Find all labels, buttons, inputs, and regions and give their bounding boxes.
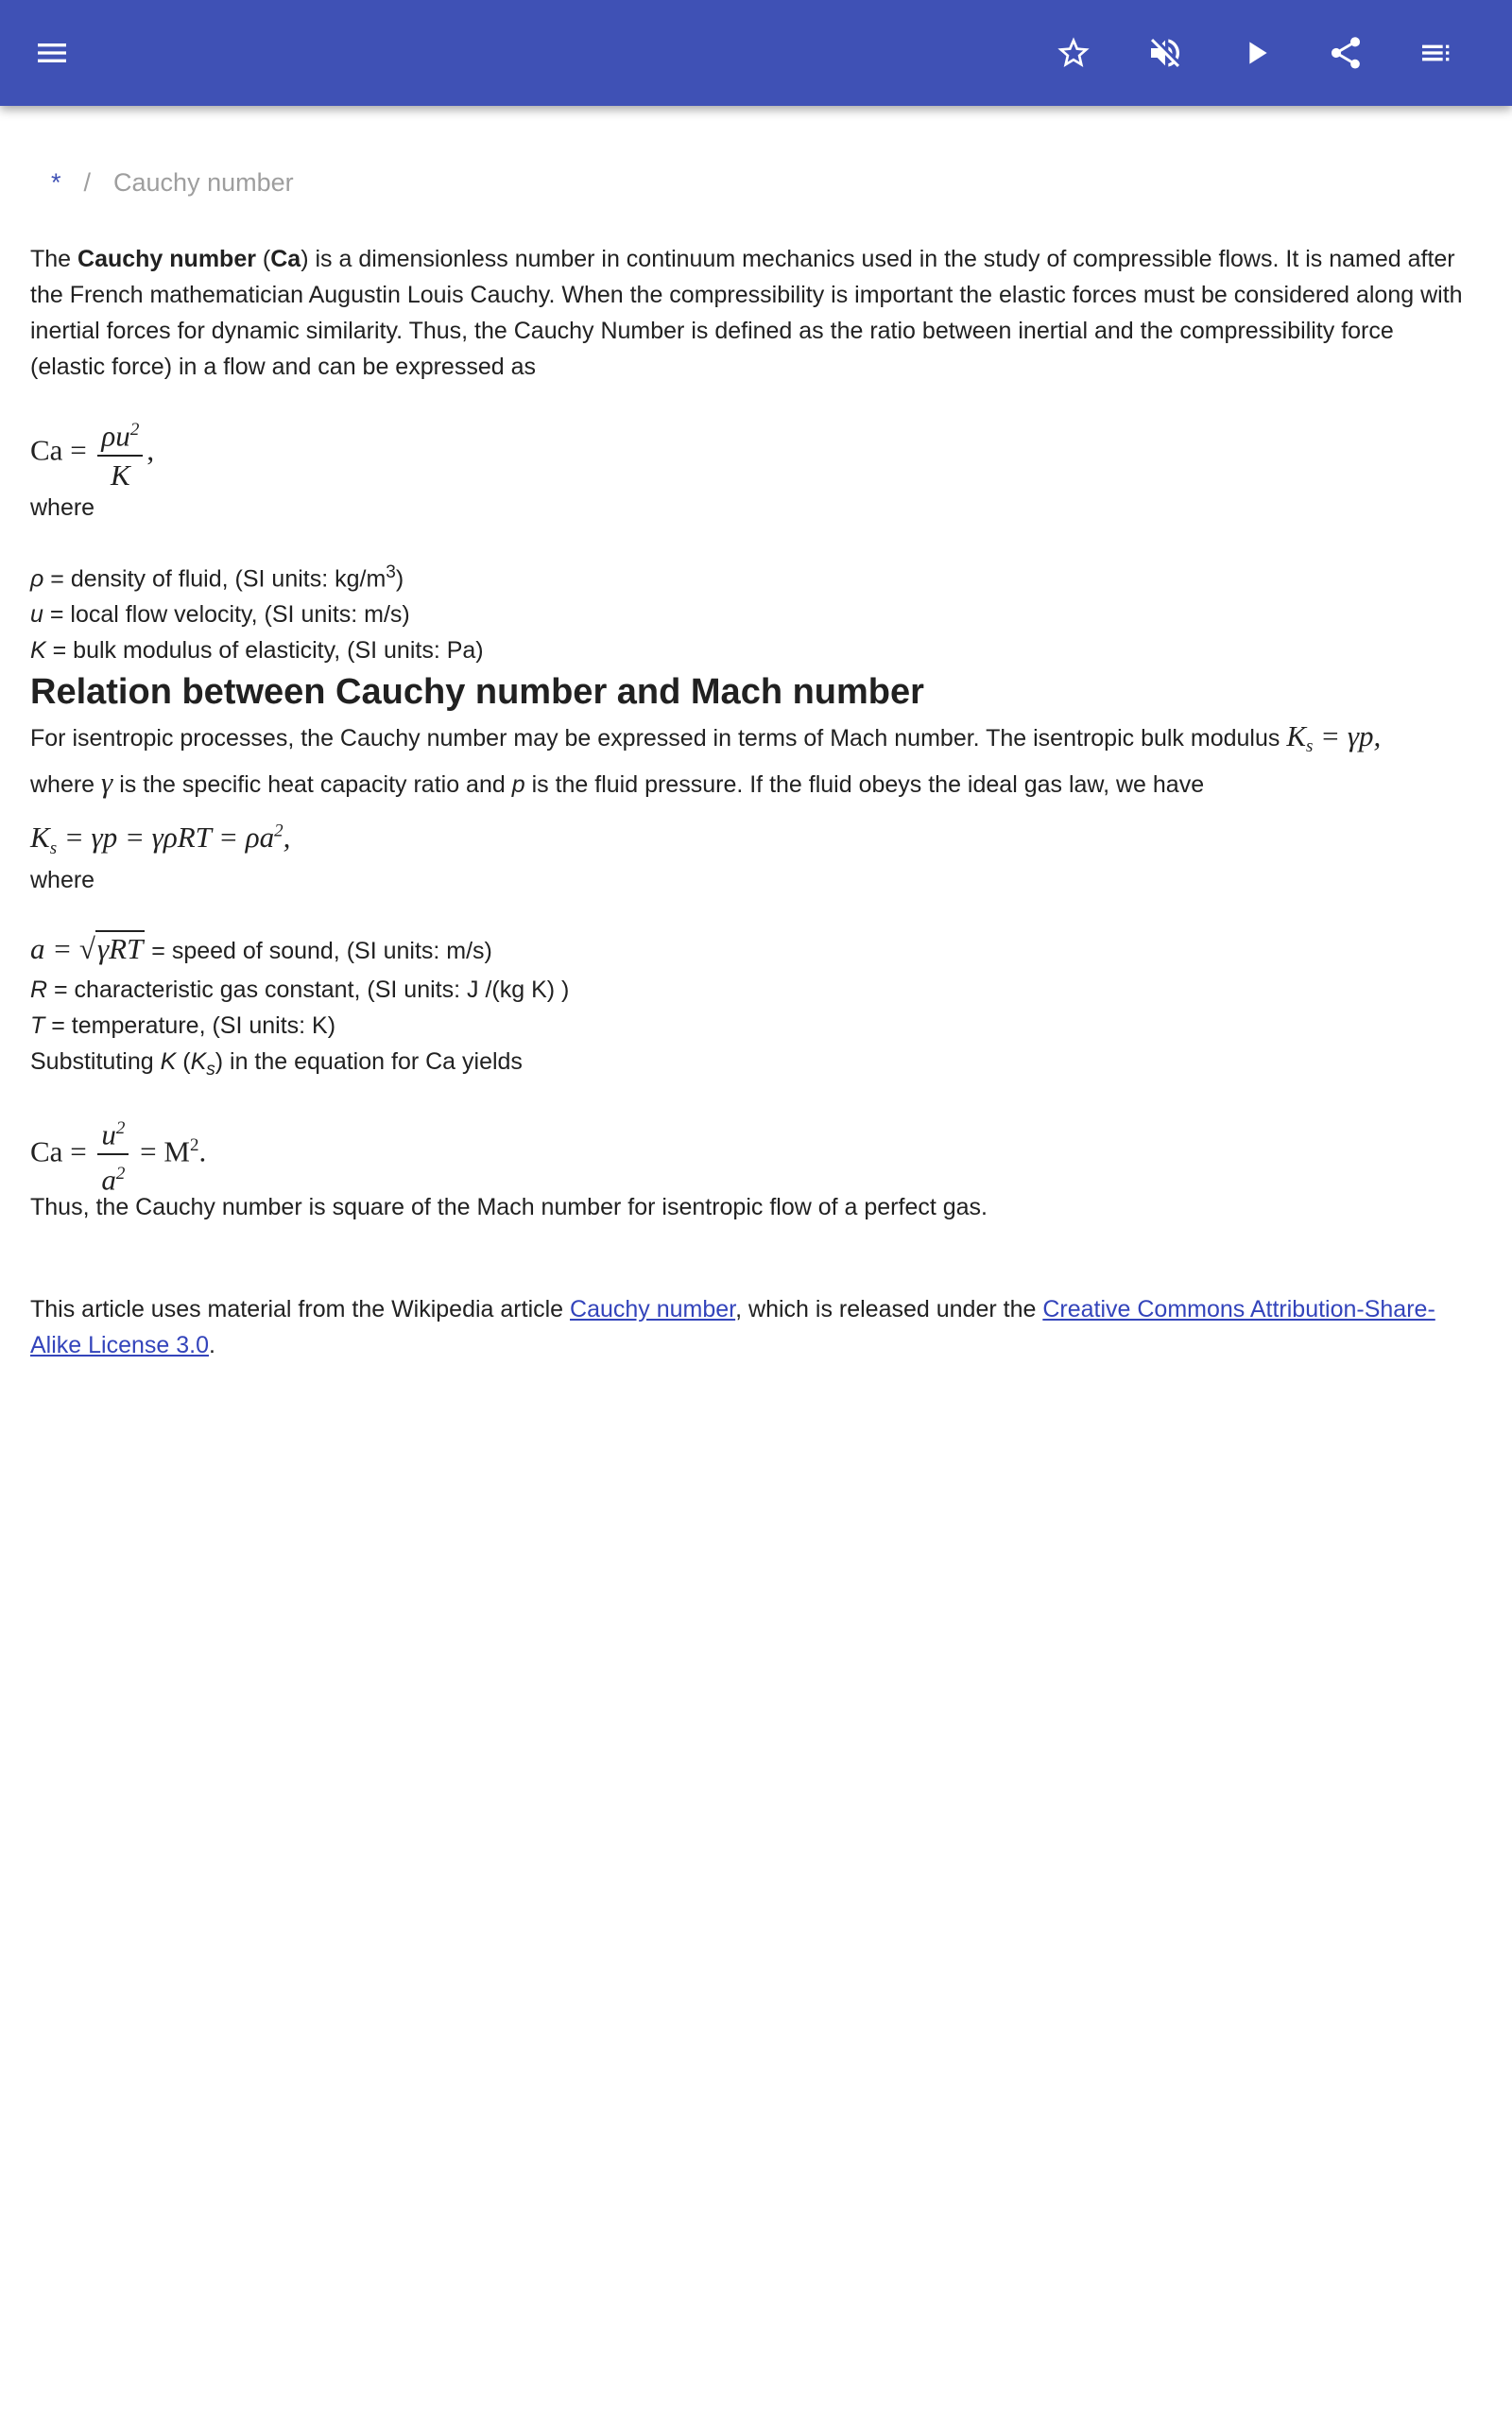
math: γRT [96, 932, 144, 965]
math: = γp = γρRT = ρa [57, 821, 275, 854]
symbol: K [190, 1048, 207, 1075]
text: . [209, 1332, 215, 1358]
math: = [70, 1134, 87, 1168]
text: = temperature, (SI units: K) [44, 1012, 336, 1039]
text: ) is a dimensionless number in continuum mechanics used in the study of compressible flows. It is named after the French mathematician Augustin Louis Cauchy. When the compressibility is important the elastic forces must be considered along with inertial forces for dynamic similarity. Thus, the Cauchy Number is defined as the ratio between inertial and the compressibility force (elastic force) in a flow and can be expressed as [30, 246, 1463, 380]
definition-rho [30, 555, 1474, 596]
math: K [30, 821, 50, 854]
symbol: K [160, 1048, 177, 1075]
symbol: ρ [30, 565, 44, 593]
symbol: R [30, 977, 48, 1003]
math: 2 [274, 821, 284, 841]
abbr-bold: Ca [270, 246, 301, 272]
text: = local flow velocity, (SI units: m/s) [43, 601, 410, 629]
math: , [283, 821, 291, 854]
play-icon[interactable] [1233, 30, 1279, 76]
math: , [146, 433, 155, 467]
math: = [70, 433, 87, 467]
definition-k [30, 632, 1474, 668]
breadcrumb [51, 168, 1474, 198]
math: 2 [115, 1164, 126, 1184]
math: 2 [129, 420, 140, 440]
breadcrumb-current: Cauchy number [113, 168, 294, 197]
math: . [198, 1134, 207, 1168]
text: , which is released under the [735, 1296, 1043, 1322]
formula-cauchy [30, 413, 1474, 493]
math: Ca [30, 433, 63, 467]
text: 3 [386, 562, 396, 582]
math: u [101, 1117, 116, 1151]
fraction [97, 1112, 129, 1198]
text: The [30, 246, 78, 272]
share-icon[interactable] [1323, 30, 1368, 76]
text: For isentropic processes, the Cauchy number may be expressed in terms of Mach number. The isentropic bulk modulus [30, 725, 1287, 752]
definition-a: a = √γRT = speed of sound, (SI units: m/s) [30, 932, 492, 965]
math: s [1306, 736, 1314, 756]
conclusion-text: Thus, the Cauchy number is square of the Mach number for isentropic flow of a perfect gas. [30, 1194, 988, 1220]
section-paragraph [30, 718, 1484, 803]
math: Ca [30, 1134, 63, 1168]
playlist-icon[interactable] [1414, 30, 1459, 76]
text: = speed of sound, (SI units: m/s) [145, 938, 492, 964]
menu-icon[interactable] [29, 30, 75, 76]
wikipedia-article-link[interactable]: Cauchy number [570, 1296, 736, 1322]
math: = M [140, 1134, 190, 1168]
symbol: T [30, 1012, 45, 1039]
symbol: K [30, 637, 46, 665]
definition-t [30, 1008, 1474, 1044]
breadcrumb-separator: / [83, 168, 92, 197]
math: 2 [115, 1118, 126, 1138]
math: γ [101, 766, 113, 799]
text: ) [395, 565, 404, 593]
section-heading: Relation between Cauchy number and Mach number [30, 672, 924, 712]
text: This article uses material from the Wikipedia article [30, 1296, 571, 1322]
math: ρu [101, 419, 130, 453]
definition-u [30, 596, 1474, 632]
text: = characteristic gas constant, (SI units: J /(kg K) ) [47, 977, 570, 1003]
star-icon[interactable] [1051, 30, 1096, 76]
formula-mach [30, 1112, 1474, 1198]
math: p [511, 771, 525, 798]
text: is the fluid pressure. If the fluid obeys the ideal gas law, we have [524, 771, 1205, 798]
math: s [49, 838, 58, 859]
math: 2 [189, 1135, 199, 1156]
definitions-list-2 [30, 928, 1474, 1088]
text: ) in the equation for Ca yields [215, 1048, 523, 1075]
volume-off-icon[interactable] [1143, 30, 1188, 76]
math: a [101, 1163, 116, 1197]
intro-paragraph [30, 241, 1474, 385]
text: = bulk modulus of elasticity, (SI units: Pa) [45, 637, 484, 665]
definitions-list [30, 555, 1474, 668]
substitution-text [30, 1044, 1474, 1088]
text: is the specific heat capacity ratio and [112, 771, 512, 798]
symbol: s [206, 1060, 215, 1080]
text: where [30, 771, 102, 798]
math: a = [30, 932, 79, 965]
definition-r [30, 972, 1474, 1008]
where-label: where [30, 867, 95, 893]
app-bar [0, 0, 1512, 106]
text: = density of fluid, (SI units: kg/m [43, 565, 387, 593]
attribution [30, 1291, 1474, 1363]
term-bold: Cauchy number [77, 246, 256, 272]
math: K [1286, 719, 1307, 752]
symbol: u [30, 601, 43, 629]
license-link[interactable]: Creative Commons Attribution-Share-Alike License 3.0 [30, 1296, 1435, 1358]
fraction [97, 413, 143, 493]
text: ( [176, 1048, 191, 1075]
text: Substituting [30, 1048, 161, 1075]
where-label: where [30, 494, 95, 521]
breadcrumb-home[interactable]: * [51, 168, 61, 197]
text: ( [255, 246, 271, 272]
formula-bulk-modulus [30, 821, 1474, 859]
math: K [111, 458, 130, 493]
math: = γp, [1313, 719, 1382, 752]
